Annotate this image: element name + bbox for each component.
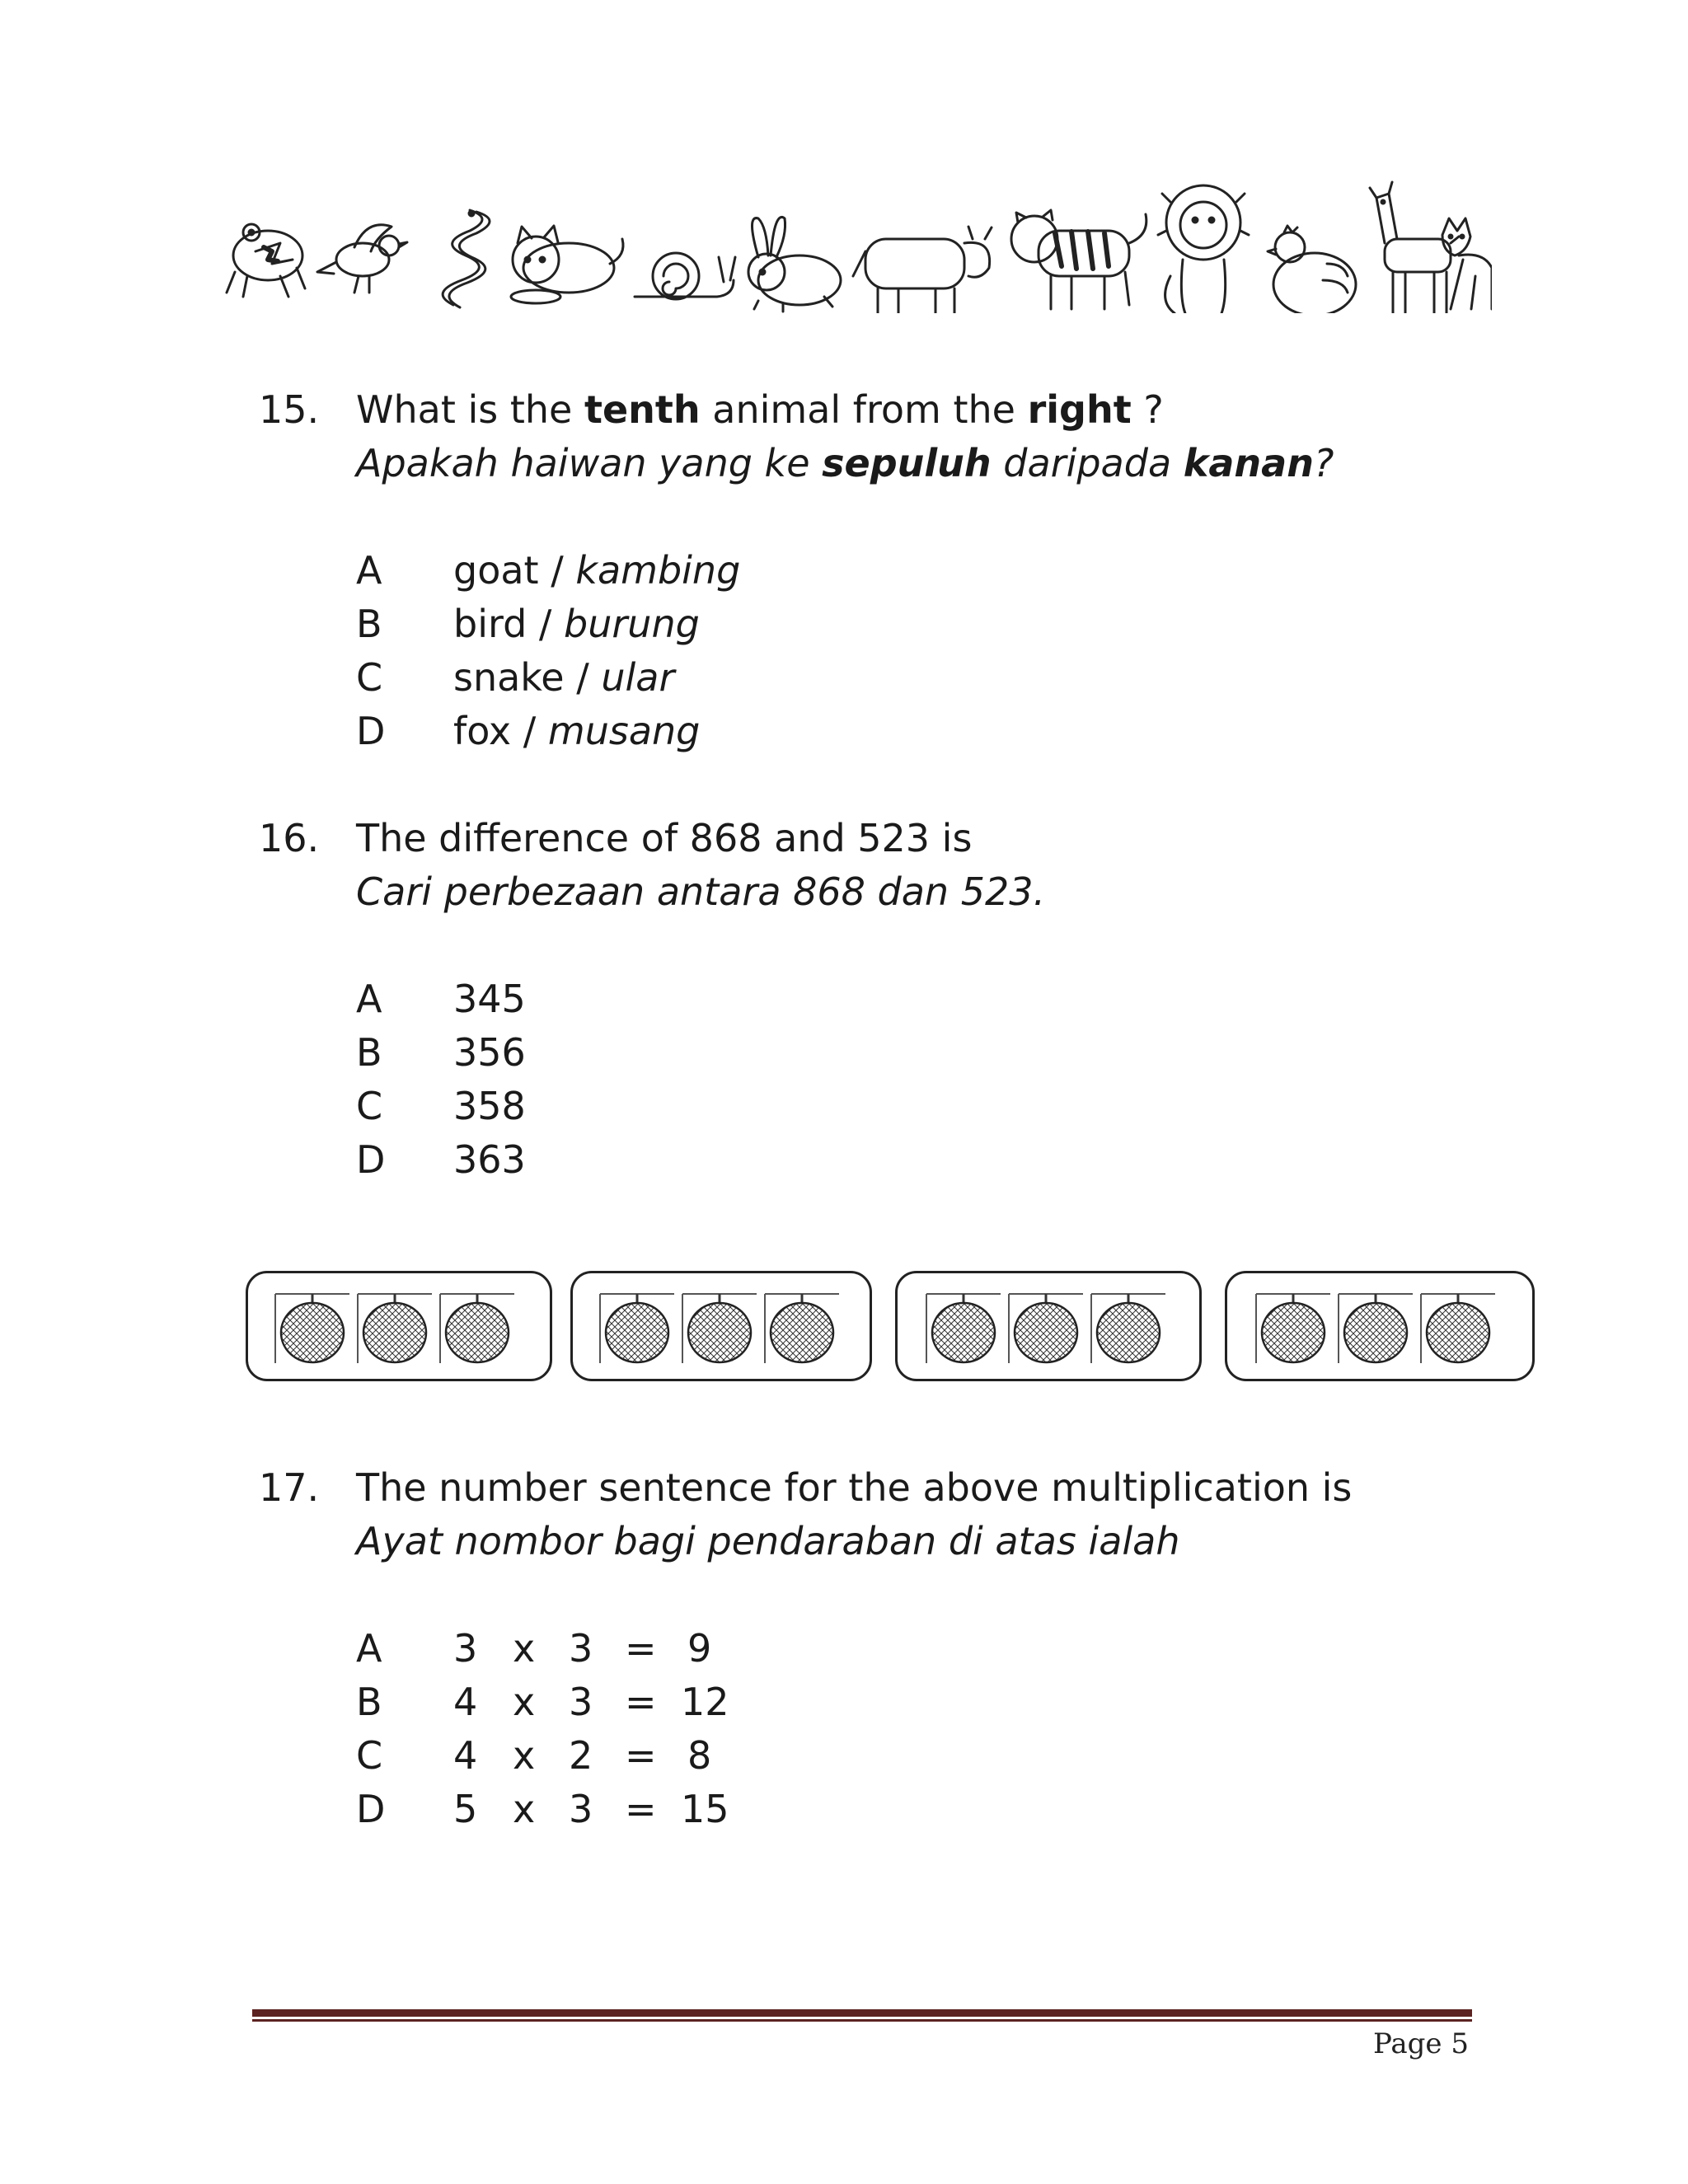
- q17-option-c[interactable]: [356, 1733, 711, 1778]
- question-16-text-en: The difference of 868 and 523 is: [356, 816, 973, 860]
- equals-sign: =: [625, 1680, 657, 1724]
- equals-sign: =: [625, 1626, 657, 1671]
- option-letter: B: [356, 1680, 382, 1724]
- question-16-text-ms: Cari perbezaan antara 868 dan 523.: [356, 869, 1046, 914]
- hen-icon: [1268, 226, 1356, 313]
- option-text-en: fox /: [453, 709, 548, 753]
- rabbit-icon: [748, 217, 841, 312]
- q15-en-bold-tenth: tenth: [584, 387, 701, 432]
- equals-sign: =: [625, 1787, 657, 1831]
- durian-icon: [926, 1294, 1001, 1363]
- question-16-number: 16.: [259, 816, 320, 860]
- q16-option-b[interactable]: [356, 1030, 526, 1075]
- durian-icon: [1256, 1294, 1330, 1363]
- option-letter: A: [356, 977, 382, 1021]
- q15-ms-part: Apakah haiwan yang ke: [356, 441, 823, 485]
- option-letter: C: [356, 1084, 383, 1128]
- operand-b: 3: [569, 1626, 593, 1671]
- operand-a: 3: [453, 1626, 478, 1671]
- q15-option-d[interactable]: [356, 709, 700, 753]
- tiger-icon: [1011, 210, 1146, 309]
- question-17-number: 17.: [259, 1465, 320, 1510]
- cat-icon: [511, 226, 623, 303]
- q16-option-d[interactable]: [356, 1137, 526, 1182]
- operand-b: 3: [569, 1680, 593, 1724]
- durian-icon: [1009, 1294, 1083, 1363]
- snail-icon: [635, 253, 735, 299]
- option-letter: A: [356, 548, 382, 593]
- durian-row-4: [1256, 1294, 1495, 1363]
- cow-icon: [853, 227, 992, 313]
- option-letter: C: [356, 1733, 383, 1778]
- option-text-en: snake /: [453, 655, 602, 700]
- option-letter: A: [356, 1626, 382, 1671]
- question-15-text-ms: [356, 441, 1334, 485]
- option-text-ms: musang: [547, 709, 701, 753]
- operand-a: 4: [453, 1733, 478, 1778]
- q15-en-part: What is the: [356, 387, 584, 432]
- option-text-ms: burung: [564, 602, 700, 646]
- durian-icon: [765, 1294, 839, 1363]
- question-15-text-en: [356, 387, 1164, 432]
- durian-icon: [1339, 1294, 1413, 1363]
- operator-times: x: [513, 1680, 536, 1724]
- durian-icon: [600, 1294, 674, 1363]
- durian-row-3: [926, 1294, 1165, 1363]
- q15-ms-bold-kanan: kanan: [1183, 441, 1314, 485]
- animal-strip: [223, 165, 1492, 313]
- q15-en-part: ?: [1131, 387, 1164, 432]
- operand-b: 3: [569, 1787, 593, 1831]
- option-letter: D: [356, 1137, 386, 1182]
- durian-icon: [358, 1294, 432, 1363]
- footer-rule-thin: [252, 2019, 1472, 2022]
- question-17-text-ms: Ayat nombor bagi pendaraban di atas ialah: [356, 1519, 1180, 1563]
- result: 15: [681, 1787, 729, 1831]
- operator-times: x: [513, 1787, 536, 1831]
- option-text-ms: ular: [601, 655, 675, 700]
- q15-ms-part: daripada: [991, 441, 1184, 485]
- option-value: 345: [453, 977, 526, 1021]
- option-letter: B: [356, 602, 382, 646]
- snake-icon: [443, 210, 490, 307]
- lion-icon: [1158, 185, 1249, 313]
- q15-option-b[interactable]: [356, 602, 700, 646]
- q17-option-a[interactable]: [356, 1626, 711, 1671]
- option-text-en: bird /: [453, 602, 565, 646]
- result: 8: [687, 1733, 712, 1778]
- frog-icon: [227, 224, 305, 297]
- operator-times: x: [513, 1733, 536, 1778]
- q15-ms-bold-sepuluh: sepuluh: [822, 441, 992, 485]
- durian-icon: [1091, 1294, 1165, 1363]
- option-letter: B: [356, 1030, 382, 1075]
- durian-icon: [440, 1294, 514, 1363]
- q16-option-a[interactable]: [356, 977, 526, 1021]
- q15-en-part: animal from the: [700, 387, 1028, 432]
- durian-icon: [275, 1294, 349, 1363]
- operand-a: 4: [453, 1680, 478, 1724]
- durian-row-2: [600, 1294, 839, 1363]
- option-text-en: goat /: [453, 548, 576, 593]
- question-17-text-en: The number sentence for the above multiplication is: [356, 1465, 1353, 1510]
- durian-illustrations: [0, 1271, 1688, 1381]
- result: 9: [687, 1626, 712, 1671]
- bird-icon: [317, 225, 407, 293]
- durian-icon: [1421, 1294, 1495, 1363]
- question-15-number: 15.: [259, 387, 320, 432]
- footer-rule: [252, 2009, 1472, 2017]
- result: 12: [681, 1680, 729, 1724]
- q17-option-b[interactable]: [356, 1680, 729, 1724]
- q17-option-d[interactable]: [356, 1787, 729, 1831]
- equals-sign: =: [625, 1733, 657, 1778]
- option-letter: D: [356, 709, 386, 753]
- q15-option-c[interactable]: [356, 655, 674, 700]
- q15-ms-part: ?: [1313, 441, 1334, 485]
- option-letter: D: [356, 1787, 386, 1831]
- option-value: 358: [453, 1084, 526, 1128]
- operand-b: 2: [569, 1733, 593, 1778]
- option-letter: C: [356, 655, 383, 700]
- q15-option-a[interactable]: [356, 548, 740, 593]
- q15-en-bold-right: right: [1027, 387, 1132, 432]
- option-value: 363: [453, 1137, 526, 1182]
- operand-a: 5: [453, 1787, 478, 1831]
- durian-row-1: [275, 1294, 514, 1363]
- operator-times: x: [513, 1626, 536, 1671]
- option-text-ms: kambing: [575, 548, 741, 593]
- page-number: Page 5: [1373, 2027, 1469, 2060]
- option-value: 356: [453, 1030, 526, 1075]
- durian-icon: [682, 1294, 757, 1363]
- q16-option-c[interactable]: [356, 1084, 526, 1128]
